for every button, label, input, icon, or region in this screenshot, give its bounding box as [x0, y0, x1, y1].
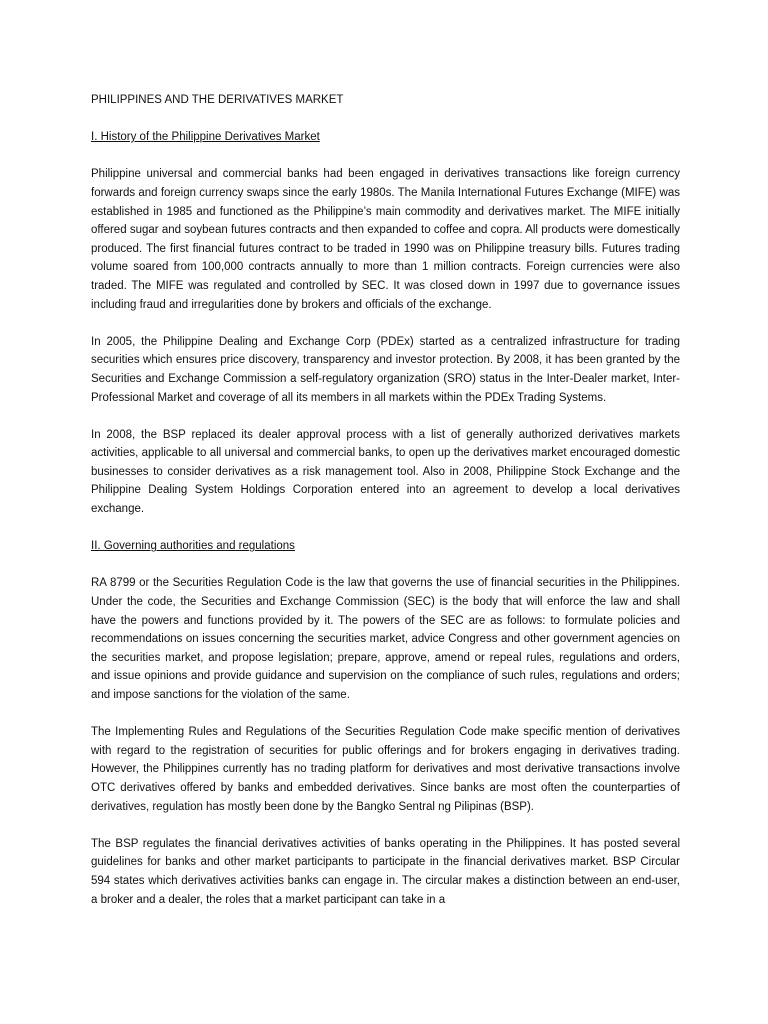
paragraph: The Implementing Rules and Regulations of the Securities Regulation Code make specific mention of derivatives with regard to the registration of securities for public offerings and for brokers engaging in derivatives trading. However, the Philippines currently has no trading platform for derivatives and most derivative transactions involve OTC derivatives offered by banks and embedded derivatives. Since banks are most often the counterparties of derivatives, regulation has mostly been done by the Bangko Sentral ng Pilipinas (BSP). — [91, 726, 680, 813]
paragraph: The BSP regulates the financial derivatives activities of banks operating in the Philippines. It has posted several guidelines for banks and other market participants to participate in the financial derivatives market. BSP Circular 594 states which derivatives activities banks can engage in. The circular makes a distinction between an end-user, a broker and a dealer, the roles that a market participant can take in a — [91, 837, 680, 906]
section-history — [91, 128, 680, 518]
document-page — [91, 91, 680, 928]
section-heading: II. Governing authorities and regulations — [91, 540, 295, 553]
paragraph: Philippine universal and commercial banks had been engaged in derivatives transactions like foreign currency forwards and foreign currency swaps since the early 1980s. The Manila International Futures Exchange (MIFE) was established in 1985 and functioned as the Philippine’s main commodity and derivatives market. The MIFE initially offered sugar and soybean futures contracts and then expanded to coffee and copra. All products were domestically produced. The first financial futures contract to be traded in 1990 was on Philippine treasury bills. Futures trading volume soared from 100,000 contracts annually to more than 1 million contracts. Foreign currencies were also traded. The MIFE was regulated and controlled by SEC. It was closed down in 1997 due to governance issues including fraud and irregularities done by brokers and officials of the exchange. — [91, 168, 680, 311]
paragraph: In 2005, the Philippine Dealing and Exchange Corp (PDEx) started as a centralized infrastructure for trading securities which ensures price discovery, transparency and investor protection. By 2008, it has been granted by the Securities and Exchange Commission a self-regulatory organization (SRO) status in the Inter-Dealer market, Inter-Professional Market and coverage of all its members in all markets within the PDEx Trading Systems. — [91, 335, 680, 404]
paragraph: RA 8799 or the Securities Regulation Code is the law that governs the use of financial securities in the Philippines. Under the code, the Securities and Exchange Commission (SEC) is the body that will enforce the law and shall have the powers and functions provided by it. The powers of the SEC are as follows: to formulate policies and recommendations on issues concerning the securities market, advice Congress and other government agencies on the securities market, and propose legislation; prepare, approve, amend or repeal rules, regulations and orders, and issue opinions and provide guidance and supervision on the compliance of such rules, regulations and orders; and impose sanctions for the violation of the same. — [91, 577, 680, 701]
section-heading: I. History of the Philippine Derivatives Market — [91, 131, 320, 144]
document-title: PHILIPPINES AND THE DERIVATIVES MARKET — [91, 94, 344, 106]
section-governing-authorities — [91, 537, 680, 909]
paragraph: In 2008, the BSP replaced its dealer approval process with a list of generally authorized derivatives markets activities, applicable to all universal and commercial banks, to open up the derivatives market encouraged domestic businesses to consider derivatives as a risk management tool. Also in 2008, Philippine Stock Exchange and the Philippine Dealing System Holdings Corporation entered into an agreement to develop a local derivatives exchange. — [91, 428, 680, 516]
